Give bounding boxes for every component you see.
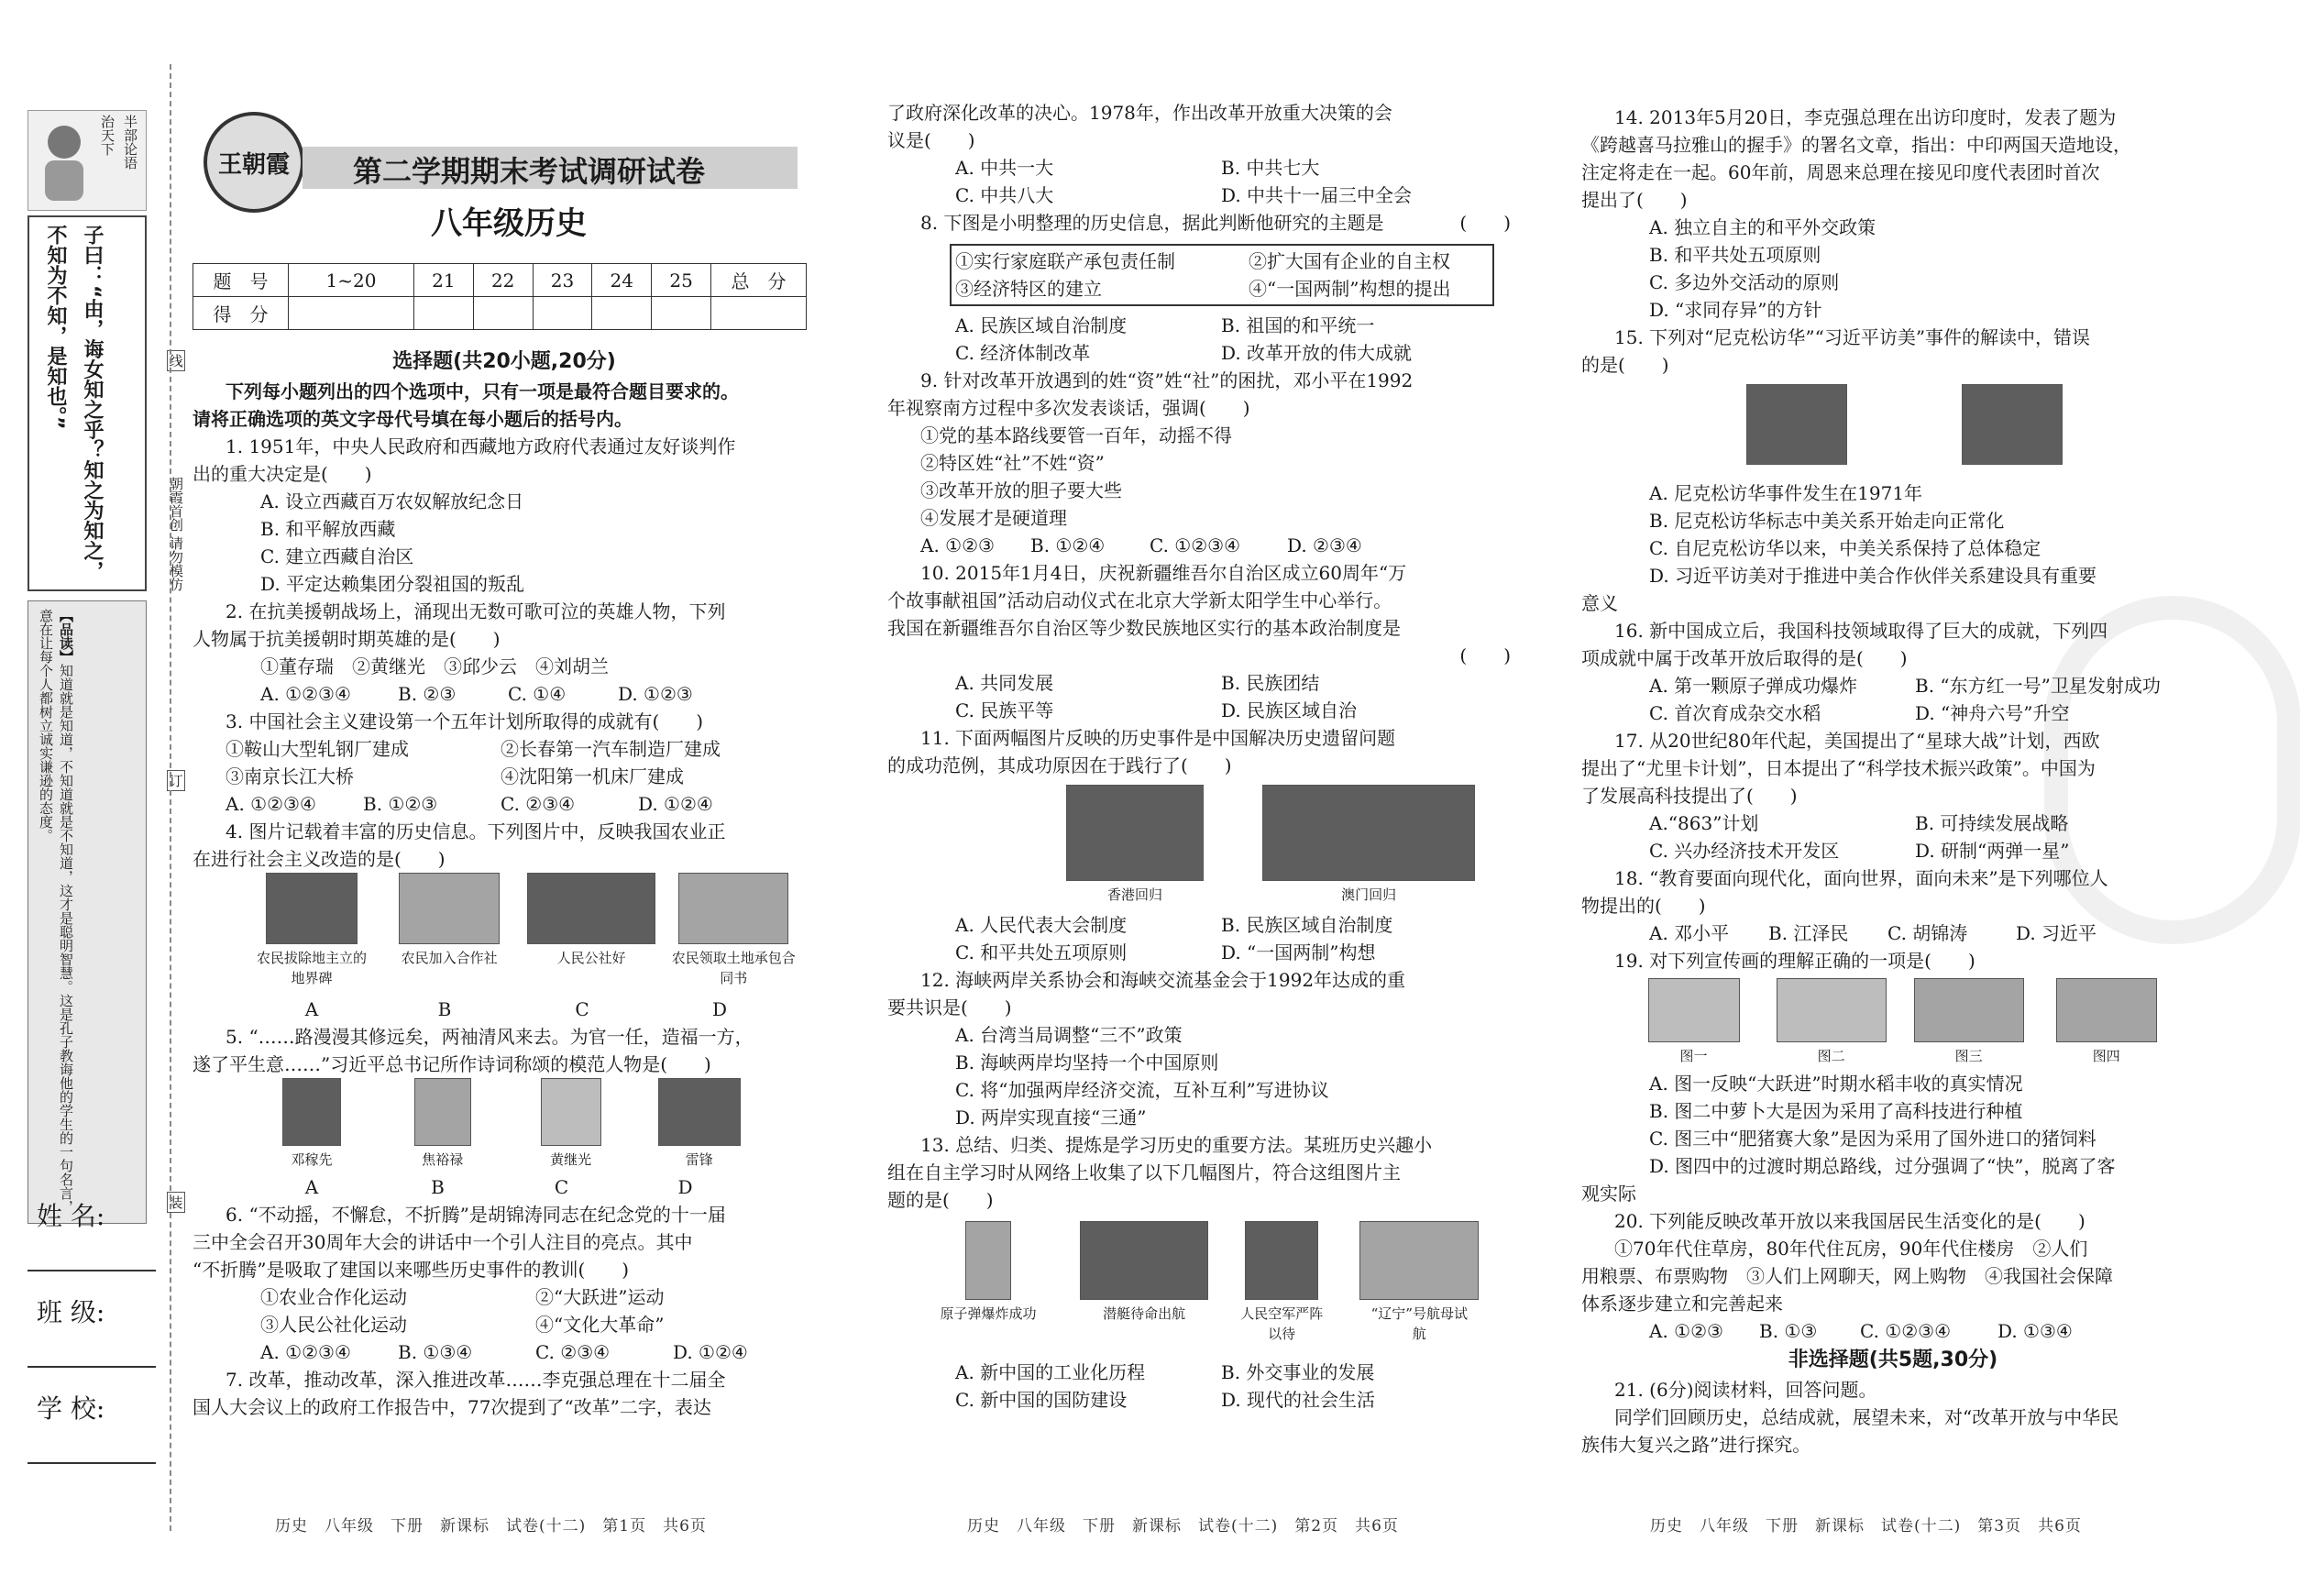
q5-caption: 黄继光 — [550, 1151, 592, 1168]
q4-letter[interactable]: B — [437, 998, 452, 1020]
q5-stem: 遂了平生意……”习近平总书记所作诗词称颂的模范人物是( ) — [193, 1053, 711, 1075]
school-label: 学 校: — [37, 1393, 105, 1424]
q13-stem: 题的是( ) — [887, 1189, 994, 1211]
q1-option[interactable]: A. 设立西藏百万农奴解放纪念日 — [260, 490, 524, 512]
q1-stem: 出的重大决定是( ) — [193, 463, 372, 485]
q8-option[interactable]: A. 民族区域自治制度 — [955, 314, 1128, 336]
q11-option[interactable]: B. 民族区域自治制度 — [1221, 914, 1393, 936]
q13-caption: 人民空军严阵以待 — [1240, 1305, 1324, 1342]
q9-item: ②特区姓“社”不姓“资” — [920, 452, 1105, 474]
q16-stem: 16. 新中国成立后，我国科技领域取得了巨大的成就，下列四 — [1614, 620, 2108, 642]
section-2-title: 非选择题(共5题,30分) — [1788, 1348, 1998, 1371]
q8-box-item: ②扩大国有企业的自主权 — [1249, 250, 1450, 272]
column-3 — [1581, 104, 2205, 1458]
q18-option[interactable]: C. 胡锦涛 — [1887, 922, 1968, 944]
q1-option[interactable]: D. 平定达赖集团分裂祖国的叛乱 — [260, 573, 525, 595]
q7-option[interactable]: C. 中共八大 — [955, 184, 1054, 206]
q11-caption: 香港回归 — [1106, 886, 1162, 903]
q13-option[interactable]: D. 现代的社会生活 — [1221, 1389, 1376, 1411]
q15-option-cont: 意义 — [1581, 592, 1618, 614]
q10-stem: 我国在新疆维吾尔自治区等少数民族地区实行的基本政治制度是 — [887, 617, 1401, 639]
q18-option[interactable]: B. 江泽民 — [1768, 922, 1849, 944]
score-header: 总 分 — [711, 264, 807, 297]
q5-image-d — [637, 1078, 761, 1170]
q11-image-hongkong — [1016, 785, 1254, 905]
q14-option[interactable]: A. 独立自主的和平外交政策 — [1649, 216, 1876, 238]
q17-stem: 了发展高科技提出了( ) — [1581, 785, 1798, 807]
q14-option[interactable]: D. “求同存异”的方针 — [1649, 299, 1822, 321]
score-header: 22 — [473, 264, 533, 297]
q13-caption: 潜艇待命出航 — [1103, 1305, 1186, 1322]
q16-option[interactable]: D. “神舟六号”升空 — [1915, 702, 2070, 724]
q5-caption: 雷锋 — [685, 1151, 713, 1168]
q6-option[interactable]: D. ①②④ — [673, 1341, 748, 1363]
q6-stem: 三中全会召开30周年大会的讲话中一个引人注目的亮点。其中 — [193, 1231, 693, 1253]
sidebar-logo — [28, 110, 147, 211]
q5-letter[interactable]: C — [554, 1176, 569, 1198]
q2-option[interactable]: B. ②③ — [398, 683, 457, 705]
q21-stem: 21. (6分)阅读材料，回答问题。 — [1614, 1379, 1877, 1401]
score-cell[interactable] — [592, 297, 652, 330]
q4-caption: 人民公社好 — [556, 950, 626, 966]
q20-option[interactable]: A. ①②③ — [1649, 1320, 1723, 1342]
q12-option[interactable]: D. 两岸实现直接“三通” — [955, 1106, 1147, 1128]
q19-option-cont: 观实际 — [1581, 1183, 1636, 1205]
q14-stem: 注定将走在一起。60年前，周恩来总理在接见印度代表团时首次 — [1581, 161, 2100, 183]
page-subtitle: 八年级历史 — [431, 205, 587, 242]
q20-items: 体系逐步建立和完善起来 — [1581, 1293, 1783, 1315]
side-mark-3: 装 — [167, 1192, 185, 1213]
q4-caption: 农民加入合作社 — [401, 950, 498, 966]
score-header: 25 — [652, 264, 711, 297]
q10-paren[interactable]: ( ) — [1459, 644, 1511, 666]
name-label: 姓 名: — [37, 1201, 105, 1231]
score-header: 题 号 — [193, 264, 289, 297]
q10-option[interactable]: B. 民族团结 — [1221, 672, 1320, 694]
q19-image-1 — [1627, 978, 1760, 1066]
q9-option[interactable]: C. ①②③④ — [1150, 534, 1241, 556]
q5-letter[interactable]: D — [677, 1176, 693, 1198]
q7-stem: 7. 改革，推动改革，深入推进改革……李克强总理在十二届全 — [226, 1369, 726, 1391]
q19-option[interactable]: B. 图二中萝卜大是因为采用了高科技进行种植 — [1649, 1100, 2023, 1122]
q5-image-c — [509, 1078, 633, 1170]
q4-image-d — [665, 873, 802, 988]
instruction-2: 请将正确选项的英文字母代号填在每小题后的括号内。 — [193, 408, 633, 430]
q9-option[interactable]: B. ①②④ — [1030, 534, 1106, 556]
q2-stem: 2. 在抗美援朝战场上，涌现出无数可歌可泣的英雄人物，下列 — [226, 600, 726, 622]
q8-option[interactable]: D. 改革开放的伟大成就 — [1221, 342, 1413, 364]
q8-box-item: ③经济特区的建立 — [955, 278, 1102, 300]
q3-option[interactable]: A. ①②③④ — [226, 793, 316, 815]
q20-items: ①70年代住草房，80年代住瓦房，90年代住楼房 ②人们 — [1614, 1238, 2088, 1260]
sidebar — [28, 110, 184, 1485]
q4-stem: 4. 图片记载着丰富的历史信息。下列图片中，反映我国农业正 — [226, 820, 726, 842]
q4-letter[interactable]: A — [304, 998, 319, 1020]
q21-text: 族伟大复兴之路”进行探究。 — [1581, 1434, 1811, 1456]
footer-page-3: 历史 八年级 下册 新课标 试卷(十二) 第3页 共6页 — [1650, 1517, 2082, 1535]
q8-stem: 8. 下图是小明整理的历史信息，据此判断他研究的主题是 — [920, 212, 1384, 234]
q8-paren[interactable]: ( ) — [1459, 212, 1511, 234]
q2-option[interactable]: D. ①②③ — [618, 683, 693, 705]
q10-stem: 10. 2015年1月4日，庆祝新疆维吾尔自治区成立60周年“万 — [920, 562, 1407, 584]
q6-item: ③人民公社化运动 — [260, 1314, 407, 1336]
q3-item: ②长春第一汽车制造厂建成 — [501, 738, 721, 760]
school-field[interactable] — [28, 1462, 156, 1464]
q19-caption: 图四 — [2092, 1048, 2120, 1064]
pindu-text: 知道就是知道，不知道就是不知道，这才是聪明智慧。这是孔子教诲他的学生的一句名言，意在让每个人都树立诚实谦逊的态度。 — [38, 609, 74, 1214]
score-cell[interactable] — [289, 297, 414, 330]
q3-option[interactable]: D. ①②④ — [638, 793, 713, 815]
q8-info-box — [950, 244, 1494, 306]
q7-option[interactable]: A. 中共一大 — [955, 157, 1054, 179]
q18-option[interactable]: D. 习近平 — [2016, 922, 2097, 944]
q14-option[interactable]: C. 多边外交活动的原则 — [1649, 271, 1840, 293]
q1-stem: 1. 1951年，中央人民政府和西藏地方政府代表通过友好谈判作 — [226, 435, 736, 457]
score-cell[interactable] — [473, 297, 533, 330]
q2-option[interactable]: C. ①④ — [508, 683, 567, 705]
q10-stem: 个故事献祖国”活动启动仪式在北京大学新太阳学生中心举行。 — [887, 589, 1392, 611]
page-title: 第二学期期末考试调研试卷 — [353, 154, 706, 189]
q15-option[interactable]: B. 尼克松访华标志中美关系开始走向正常化 — [1649, 510, 2005, 532]
q11-caption: 澳门回归 — [1341, 886, 1397, 903]
score-row-label: 得 分 — [193, 297, 289, 330]
q12-option[interactable]: A. 台湾当局调整“三不”政策 — [955, 1024, 1183, 1046]
q18-stem: 物提出的( ) — [1581, 895, 1706, 917]
q2-stem: 人物属于抗美援朝时期英雄的是( ) — [193, 628, 501, 650]
q13-option[interactable]: C. 新中国的国防建设 — [955, 1389, 1128, 1411]
q3-item: ④沈阳第一机床厂建成 — [501, 765, 684, 787]
q3-stem: 3. 中国社会主义建设第一个五年计划所取得的成就有( ) — [226, 710, 704, 732]
q9-item: ④发展才是硬道理 — [920, 507, 1067, 529]
pindu-box — [28, 600, 147, 1224]
q15-image-xi — [1962, 384, 2063, 465]
q3-item: ①鞍山大型轧钢厂建成 — [226, 738, 409, 760]
q13-image-airforce — [1227, 1221, 1337, 1344]
q3-option[interactable]: B. ①②③ — [363, 793, 438, 815]
q15-option[interactable]: A. 尼克松访华事件发生在1971年 — [1649, 482, 1923, 504]
q13-image-carrier — [1341, 1221, 1497, 1344]
q11-option[interactable]: C. 和平共处五项原则 — [955, 941, 1128, 963]
q21-text: 同学们回顾历史，总结成就，展望未来，对“改革开放与中华民 — [1614, 1406, 2119, 1428]
q18-option[interactable]: A. 邓小平 — [1649, 922, 1730, 944]
q13-caption: 原子弹爆炸成功 — [940, 1305, 1037, 1322]
q1-option[interactable]: C. 建立西藏自治区 — [260, 545, 414, 567]
q19-option[interactable]: A. 图一反映“大跃进”时期水稻丰收的真实情况 — [1649, 1073, 2023, 1095]
q17-stem: 提出了“尤里卡计划”，日本提出了“科学技术振兴政策”。中国为 — [1581, 757, 2096, 779]
q12-option[interactable]: B. 海峡两岸均坚持一个中国原则 — [955, 1051, 1219, 1073]
q8-box-item: ④“一国两制”构想的提出 — [1249, 278, 1451, 300]
q12-stem: 要共识是( ) — [887, 996, 1012, 1018]
q3-item: ③南京长江大桥 — [226, 765, 354, 787]
q11-image-macau — [1259, 785, 1479, 905]
q6-item: ④“文化大革命” — [535, 1314, 665, 1336]
q6-option[interactable]: B. ①③④ — [398, 1341, 473, 1363]
q5-letter[interactable]: A — [304, 1176, 319, 1198]
score-cell[interactable] — [414, 297, 474, 330]
q15-option[interactable]: C. 自尼克松访华以来，中美关系保持了总体稳定 — [1649, 537, 2041, 559]
q13-option[interactable]: B. 外交事业的发展 — [1221, 1361, 1375, 1383]
logo-line-2: 治天下 — [99, 115, 116, 156]
side-mark-2: 订 — [167, 770, 185, 791]
q8-option[interactable]: B. 祖国的和平统一 — [1221, 314, 1375, 336]
score-header: 24 — [592, 264, 652, 297]
q14-option[interactable]: B. 和平共处五项原则 — [1649, 244, 1821, 266]
q10-option[interactable]: C. 民族平等 — [955, 699, 1054, 721]
binding-line — [170, 64, 171, 1531]
q14-stem: 14. 2013年5月20日，李克强总理在出访印度时，发表了题为 — [1614, 106, 2117, 128]
q15-stem: 的是( ) — [1581, 354, 1669, 376]
q15-stem: 15. 下列对“尼克松访华”“习近平访美”事件的解读中，错误 — [1614, 326, 2091, 348]
q2-items: ①董存瑞 ②黄继光 ③邱少云 ④刘胡兰 — [260, 655, 609, 677]
q4-caption: 农民领取土地承包合同书 — [671, 950, 796, 986]
pindu-label: 【品读】 — [58, 609, 74, 664]
quote-box — [28, 215, 147, 591]
side-mark-1: 线 — [167, 350, 185, 371]
q5-letter[interactable]: B — [431, 1176, 445, 1198]
name-field[interactable] — [28, 1270, 156, 1271]
q14-stem: 提出了( ) — [1581, 189, 1688, 211]
quote-text: 子曰：“由，诲女知之乎？知之为知之，不知为不知，是知也。” — [44, 225, 104, 581]
q20-option[interactable]: C. ①②③④ — [1860, 1320, 1952, 1342]
brand-name: 王朝霞 — [217, 150, 290, 179]
q15-image-nixon — [1746, 384, 1847, 465]
q9-item: ①党的基本路线要管一百年，动摇不得 — [920, 424, 1232, 446]
class-field[interactable] — [28, 1366, 156, 1368]
q13-image-bomb — [915, 1221, 1062, 1324]
q4-image-b — [380, 873, 518, 968]
q1-option[interactable]: B. 和平解放西藏 — [260, 518, 396, 540]
q16-stem: 项成就中属于改革开放后取得的是( ) — [1581, 647, 1908, 669]
q5-stem: 5. “……路漫漫其修远矣，两袖清风来去。为官一任，造福一方， — [226, 1026, 754, 1048]
q8-box-item: ①实行家庭联产承包责任制 — [955, 250, 1175, 272]
score-cell[interactable] — [711, 297, 807, 330]
q19-option[interactable]: D. 图四中的过渡时期总路线，过分强调了“快”，脱离了客 — [1649, 1155, 2116, 1177]
q17-stem: 17. 从20世纪80年代起，美国提出了“星球大战”计划，西欧 — [1614, 730, 2100, 752]
q9-stem: 9. 针对改革开放遇到的姓“资”姓“社”的困扰，邓小平在1992 — [920, 369, 1414, 391]
score-header: 21 — [414, 264, 474, 297]
section-1-title: 选择题(共20小题,20分) — [392, 350, 616, 373]
q19-caption: 图一 — [1679, 1048, 1708, 1064]
q7-stem: 国人大会议上的政府工作报告中，77次提到了“改革”二字，表达 — [193, 1396, 711, 1418]
q6-option[interactable]: C. ②③④ — [535, 1341, 611, 1363]
q5-image-b — [380, 1078, 504, 1170]
q7-stem-cont: 了政府深化改革的决心。1978年，作出改革开放重大决策的会 — [887, 102, 1392, 124]
q13-stem: 13. 总结、归类、提炼是学习历史的重要方法。某班历史兴趣小 — [920, 1134, 1433, 1156]
class-label: 班 级: — [37, 1297, 105, 1327]
q19-caption: 图三 — [1954, 1048, 1983, 1064]
q5-image-a — [248, 1078, 376, 1170]
q10-option[interactable]: D. 民族区域自治 — [1221, 699, 1358, 721]
q19-image-3 — [1902, 978, 2035, 1066]
brand-logo — [204, 112, 304, 213]
q7-option[interactable]: D. 中共十一届三中全会 — [1221, 184, 1413, 206]
q4-letter[interactable]: D — [711, 998, 728, 1020]
q20-option[interactable]: B. ①③ — [1759, 1320, 1818, 1342]
score-cell[interactable] — [533, 297, 592, 330]
q11-option[interactable]: D. “一国两制”构想 — [1221, 941, 1376, 963]
q13-stem: 组在自主学习时从网络上收集了以下几幅图片，符合这组图片主 — [887, 1161, 1401, 1183]
q11-option[interactable]: A. 人民代表大会制度 — [955, 914, 1128, 936]
score-cell[interactable] — [652, 297, 711, 330]
q7-option[interactable]: B. 中共七大 — [1221, 157, 1320, 179]
q14-stem: 《跨越喜马拉雅山的握手》的署名文章，指出：中印两国天造地设， — [1581, 134, 2131, 156]
q16-option[interactable]: C. 首次育成杂交水稻 — [1649, 702, 1821, 724]
q19-option[interactable]: C. 图三中“肥猪赛大象”是因为采用了国外进口的猪饲料 — [1649, 1128, 2096, 1150]
q16-option[interactable]: B. “东方红一号”卫星发射成功 — [1915, 675, 2161, 697]
q17-option[interactable]: D. 研制“两弹一星” — [1915, 840, 2070, 862]
q16-option[interactable]: A. 第一颗原子弹成功爆炸 — [1649, 675, 1858, 697]
q13-image-submarine — [1066, 1221, 1222, 1324]
q11-stem: 的成功范例，其成功原因在于践行了( ) — [887, 754, 1232, 776]
q18-stem: 18. “教育要面向现代化，面向世界，面向未来”是下列哪位人 — [1614, 867, 2108, 889]
q4-stem: 在进行社会主义改造的是( ) — [193, 848, 446, 870]
q6-option[interactable]: A. ①②③④ — [260, 1341, 351, 1363]
q10-option[interactable]: A. 共同发展 — [955, 672, 1054, 694]
q19-image-2 — [1765, 978, 1898, 1066]
q4-caption: 农民拔除地主立的地界碑 — [257, 950, 368, 986]
header — [193, 101, 816, 248]
q20-items: 用粮票、布票购物 ③人们上网聊天，网上购物 ④我国社会保障 — [1581, 1265, 2113, 1287]
logo-line-1: 半部论语 — [122, 115, 138, 170]
score-header: 1~20 — [289, 264, 414, 297]
q6-stem: “不折腾”是吸取了建国以来哪些历史事件的教训( ) — [193, 1259, 630, 1281]
q8-option[interactable]: C. 经济体制改革 — [955, 342, 1091, 364]
q12-option[interactable]: C. 将“加强两岸经济交流，互补互利”写进协议 — [955, 1079, 1329, 1101]
score-table — [193, 263, 807, 330]
q20-option[interactable]: D. ①③④ — [1997, 1320, 2073, 1342]
footer-page-2: 历史 八年级 下册 新课标 试卷(十二) 第2页 共6页 — [967, 1517, 1399, 1535]
q2-option[interactable]: A. ①②③④ — [260, 683, 351, 705]
q20-stem: 20. 下列能反映改革开放以来我国居民生活变化的是( ) — [1614, 1210, 2085, 1232]
q19-caption: 图二 — [1817, 1048, 1845, 1064]
q13-option[interactable]: A. 新中国的工业化历程 — [955, 1361, 1146, 1383]
q6-stem: 6. “不动摇，不懈怠，不折腾”是胡锦涛同志在纪念党的十一届 — [226, 1204, 726, 1226]
q12-stem: 12. 海峡两岸关系协会和海峡交流基金会于1992年达成的重 — [920, 969, 1406, 991]
q17-option[interactable]: C. 兴办经济技术开发区 — [1649, 840, 1840, 862]
instruction-1: 下列每小题列出的四个选项中，只有一项是最符合题目要求的。 — [226, 380, 739, 402]
q19-image-4 — [2040, 978, 2173, 1066]
q4-image-c — [523, 873, 660, 968]
q6-item: ①农业合作化运动 — [260, 1286, 407, 1308]
q5-caption: 邓稼先 — [291, 1151, 333, 1168]
q9-stem: 年视察南方过程中多次发表谈话，强调( ) — [887, 397, 1250, 419]
column-2 — [887, 99, 1511, 1414]
q4-image-a — [248, 873, 376, 988]
q13-caption: “辽宁”号航母试航 — [1370, 1305, 1468, 1342]
q17-option[interactable]: B. 可持续发展战略 — [1915, 812, 2069, 834]
q7-stem-cont: 议是( ) — [887, 129, 975, 151]
q19-stem: 19. 对下列宣传画的理解正确的一项是( ) — [1614, 950, 1975, 972]
q9-option[interactable]: D. ②③④ — [1287, 534, 1362, 556]
q6-item: ②“大跃进”运动 — [535, 1286, 665, 1308]
q9-option[interactable]: A. ①②③ — [920, 534, 995, 556]
q11-stem: 11. 下面两幅图片反映的历史事件是中国解决历史遗留问题 — [920, 727, 1396, 749]
footer-page-1: 历史 八年级 下册 新课标 试卷(十二) 第1页 共6页 — [275, 1517, 707, 1535]
q3-option[interactable]: C. ②③④ — [501, 793, 576, 815]
q4-letter[interactable]: C — [575, 998, 589, 1020]
q15-option[interactable]: D. 习近平访美对于推进中美合作伙伴关系建设具有重要 — [1649, 565, 2097, 587]
q17-option[interactable]: A.“863”计划 — [1649, 812, 1759, 834]
q5-caption: 焦裕禄 — [422, 1151, 464, 1168]
score-header: 23 — [533, 264, 592, 297]
copyright-note: 朝霞首创 请勿模仿 — [168, 477, 184, 591]
q9-item: ③改革开放的胆子要大些 — [920, 479, 1122, 501]
